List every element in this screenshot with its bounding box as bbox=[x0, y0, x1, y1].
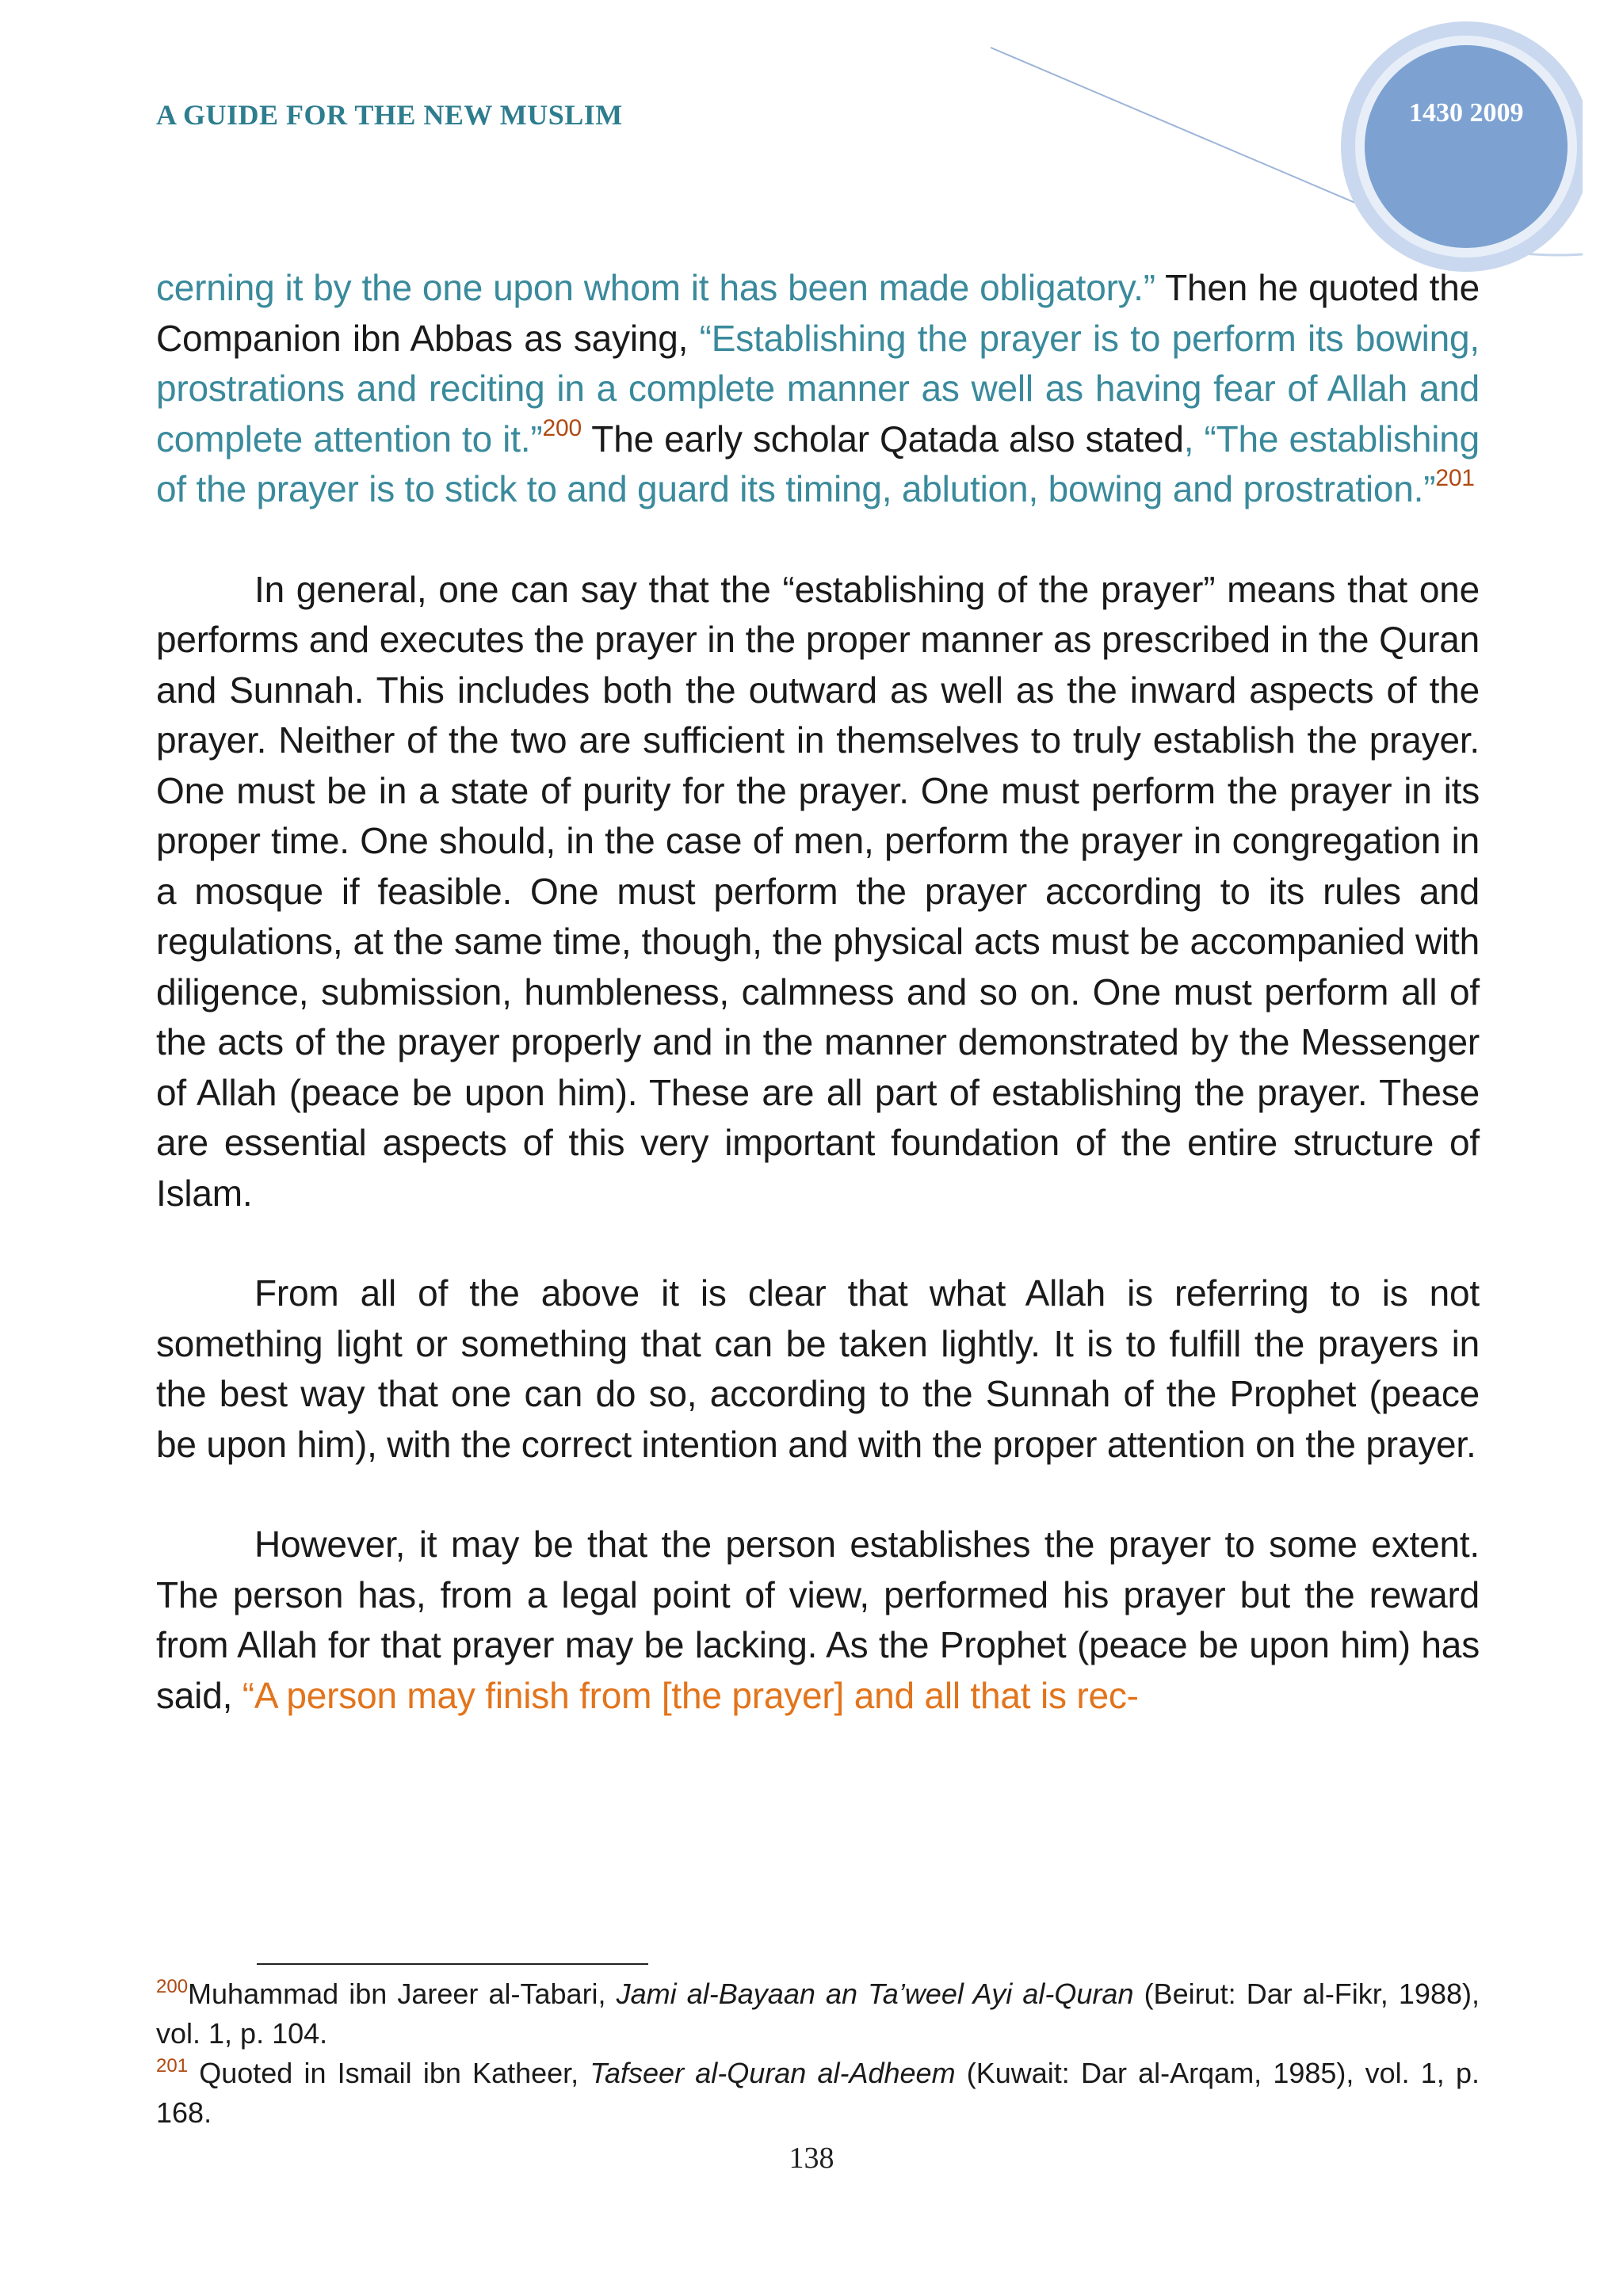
text-however: However, it may be that the person establishes the prayer to some extent. The person has, from a legal point of view, performed his prayer but the reward from Allah for that prayer may be lacking. As the Prophet (peace be upon him) has said, bbox=[156, 1524, 1480, 1716]
footnotes bbox=[156, 1974, 1480, 2133]
footnote-200 bbox=[156, 1974, 1480, 2054]
footnote-number: 200 bbox=[156, 1976, 189, 1997]
paragraph-4 bbox=[156, 1520, 1480, 1721]
footnote-book-title: Jami al-Bayaan an Ta’weel Ayi al-Quran bbox=[616, 1978, 1134, 2010]
hadith-quote: “A person may finish from [the prayer] and all that is rec- bbox=[242, 1674, 1139, 1716]
quote-qatada: , “The establishing of the prayer is to stick to and guard its timing, ablution, bowing and prostration.” bbox=[156, 418, 1480, 509]
footnote-ref-200[interactable]: 200 bbox=[542, 414, 582, 441]
paragraph-3: From all of the above it is clear that what Allah is referring to is not something light or something that can be taken lightly. It is to fulfill the prayers in the best way that one can do so, according to the Sunnah of the Prophet (peace be upon him), with the correct intention and with the proper attention on the prayer. bbox=[156, 1272, 1480, 1465]
footnote-number: 201 bbox=[156, 2055, 189, 2077]
text-ibn-abbas-intro: Then he quoted the Companion ibn Abbas as saying, bbox=[156, 267, 1480, 359]
page-number: 138 bbox=[789, 2142, 834, 2175]
footnote-201 bbox=[156, 2054, 1480, 2133]
running-header-title: A GUIDE FOR THE NEW MUSLIM bbox=[156, 99, 623, 131]
footnote-text: (Beirut: Dar al-Fikr, 1988), vol. 1, p. 104. bbox=[156, 1978, 1480, 2050]
header-circle-mask bbox=[1583, 0, 1623, 285]
header-decoration bbox=[0, 0, 1623, 285]
footnote-book-title: Tafseer al-Quran al-Adheem bbox=[590, 2057, 956, 2089]
text-qatada-intro: The early scholar Qatada also stated bbox=[581, 418, 1184, 460]
paragraph-1 bbox=[156, 263, 1480, 515]
main-body bbox=[156, 263, 1480, 1771]
footnote-text: Quoted in Ismail ibn Katheer, bbox=[188, 2057, 590, 2089]
quote-ibn-abbas: “Establishing the prayer is to perform its bowing, prostrations and reciting in a complete manner as well as having fear of Allah and complete attention to it.” bbox=[156, 317, 1480, 460]
footnote-text: (Kuwait: Dar al-Arqam, 1985), vol. 1, p. 168. bbox=[156, 2057, 1480, 2129]
footnote-ref-201[interactable]: 201 bbox=[1435, 465, 1475, 491]
footnote-divider bbox=[257, 1963, 648, 1965]
footnote-text: Muhammad ibn Jareer al-Tabari, bbox=[188, 1978, 617, 2010]
header-circle bbox=[1365, 45, 1568, 248]
quote-obligatory: cerning it by the one upon whom it has been made obligatory.” bbox=[156, 267, 1155, 308]
running-header-year: 1430 2009 bbox=[1409, 98, 1524, 128]
paragraph-2: In general, one can say that the “establishing of the prayer” means that one performs and executes the prayer in the proper manner as prescribed in the Quran and Sunnah. This includes both the outward as well as the inward aspects of the prayer. Neither of the two are sufficient in themselves to truly establish the prayer. One must be in a state of purity for the prayer. One must perform the prayer in its proper time. One should, in the case of men, perform the prayer in congregation in a mosque if feasible. One must perform the prayer according to its rules and regulations, at the same time, though, the physical acts must be accompanied with diligence, submission, humbleness, calmness and so on. One must perform all of the acts of the prayer properly and in the manner demonstrated by the Messenger of Allah (peace be upon him). These are all part of establishing the prayer. These are essential aspects of this very important foundation of the entire structure of Islam. bbox=[156, 568, 1480, 1214]
